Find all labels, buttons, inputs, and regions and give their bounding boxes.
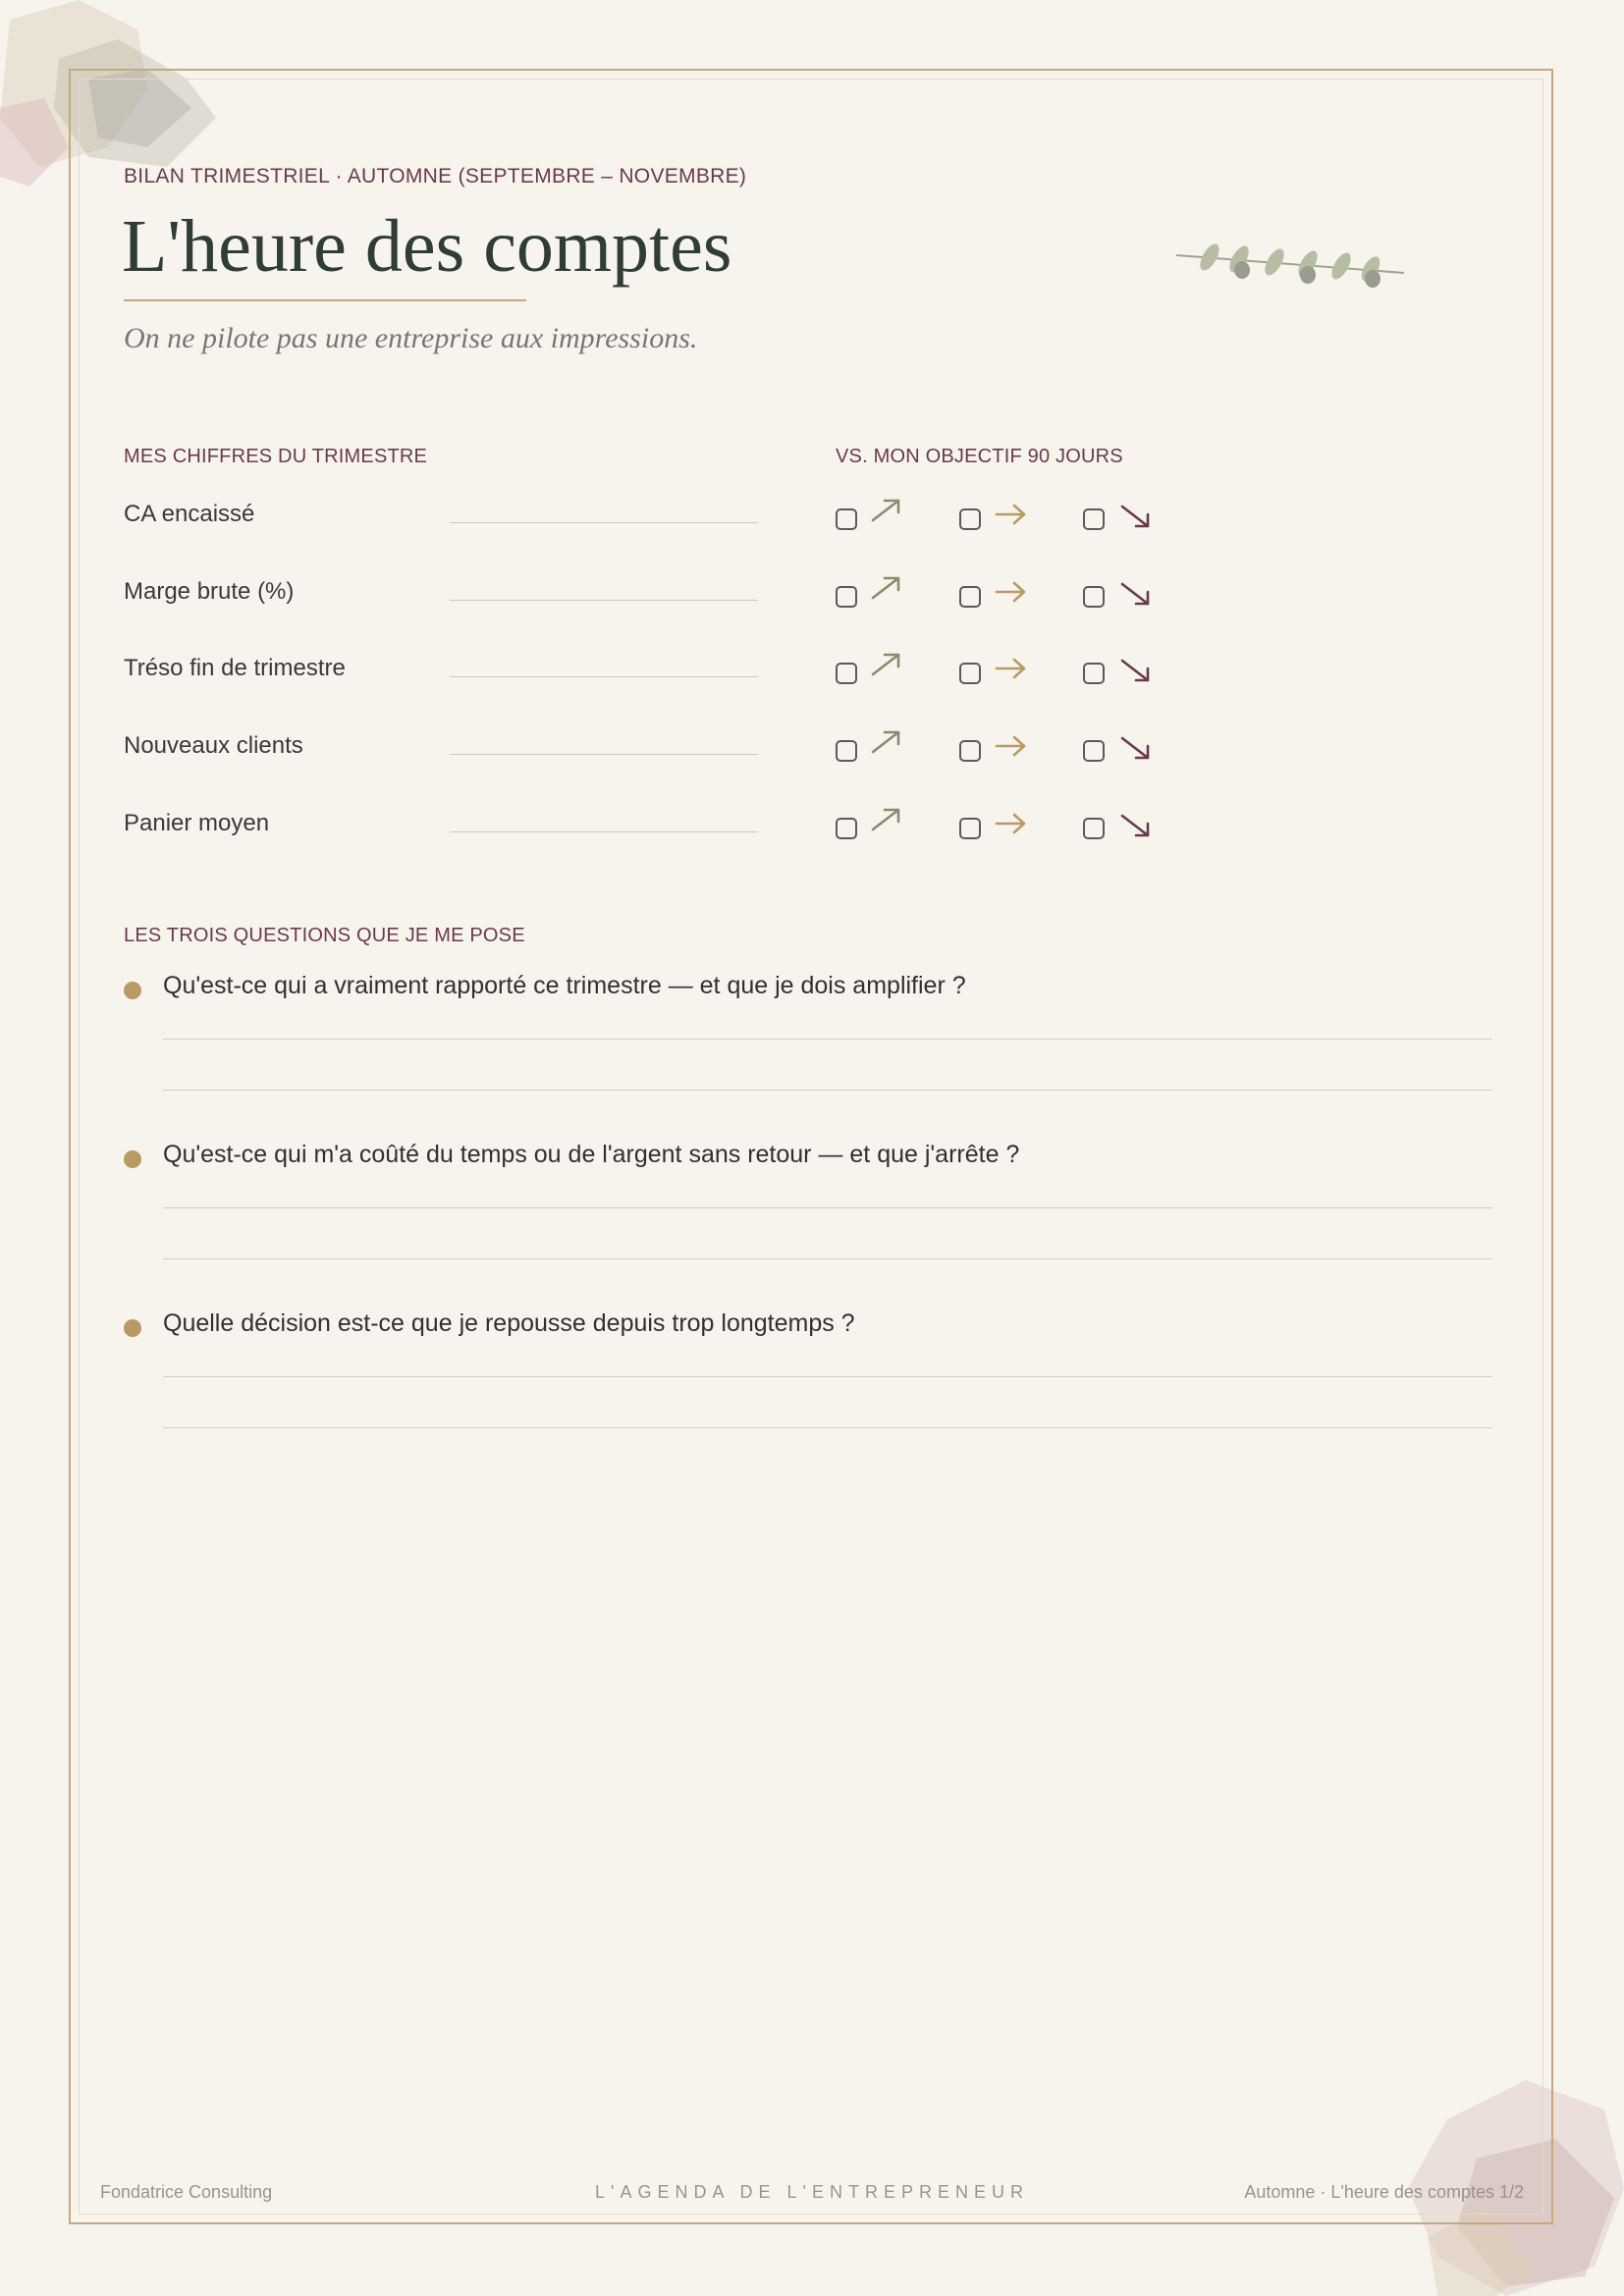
arrow-down-right-icon — [1116, 647, 1156, 690]
trend-checkbox[interactable] — [1083, 818, 1105, 839]
arrow-right-icon — [993, 647, 1032, 690]
trend-checkbox[interactable] — [836, 663, 857, 684]
arrow-up-right-icon — [869, 724, 908, 768]
metric-label: Panier moyen — [124, 810, 270, 836]
footer-brand: Fondatrice Consulting — [100, 2182, 273, 2202]
trend-option[interactable] — [959, 570, 1038, 619]
trend-option[interactable] — [1083, 570, 1162, 619]
metric-row — [124, 647, 1204, 696]
title-underline — [124, 299, 526, 301]
trend-checkbox[interactable] — [836, 586, 857, 608]
arrow-up-right-icon — [869, 802, 908, 845]
trend-option[interactable] — [1083, 493, 1162, 542]
metric-label: Nouveaux clients — [124, 732, 303, 759]
metric-value-field[interactable] — [450, 600, 758, 601]
trend-option[interactable] — [959, 647, 1038, 696]
bullet-dot-icon — [124, 982, 141, 999]
question-text: Qu'est-ce qui a vraiment rapporté ce trimestre — et que je dois amplifier ? — [163, 972, 966, 999]
arrow-up-right-icon — [869, 570, 908, 614]
metric-row — [124, 493, 1204, 542]
trend-option[interactable] — [836, 493, 914, 542]
trend-option[interactable] — [836, 802, 914, 851]
arrow-right-icon — [993, 570, 1032, 614]
answer-line[interactable] — [163, 1090, 1492, 1091]
trend-option[interactable] — [959, 724, 1038, 774]
metric-row — [124, 570, 1204, 619]
arrow-down-right-icon — [1116, 570, 1156, 614]
trend-checkbox[interactable] — [959, 586, 981, 608]
trend-option[interactable] — [1083, 647, 1162, 696]
trend-checkbox[interactable] — [836, 740, 857, 762]
trend-option[interactable] — [959, 493, 1038, 542]
page-title: L'heure des comptes — [122, 205, 732, 288]
trend-checkbox[interactable] — [1083, 663, 1105, 684]
trend-option[interactable] — [1083, 724, 1162, 774]
trend-option[interactable] — [836, 724, 914, 774]
metric-label: Marge brute (%) — [124, 578, 295, 605]
arrow-up-right-icon — [869, 647, 908, 690]
trend-checkbox[interactable] — [959, 740, 981, 762]
trend-checkbox[interactable] — [836, 508, 857, 530]
trend-checkbox[interactable] — [1083, 508, 1105, 530]
metric-value-field[interactable] — [450, 676, 758, 677]
trend-checkbox[interactable] — [959, 508, 981, 530]
question-text: Quelle décision est-ce que je repousse depuis trop longtemps ? — [163, 1309, 855, 1337]
metric-label: CA encaissé — [124, 501, 255, 527]
trend-checkbox[interactable] — [959, 663, 981, 684]
trend-checkbox[interactable] — [1083, 740, 1105, 762]
arrow-right-icon — [993, 724, 1032, 768]
trend-option[interactable] — [959, 802, 1038, 851]
metrics-section-label: MES CHIFFRES DU TRIMESTRE — [124, 446, 428, 467]
metric-value-field[interactable] — [450, 831, 758, 832]
arrow-right-icon — [993, 802, 1032, 845]
answer-line[interactable] — [163, 1039, 1492, 1040]
metric-label: Tréso fin de trimestre — [124, 655, 346, 681]
footer-page-info: Automne · L'heure des comptes 1/2 — [1244, 2182, 1524, 2202]
olive-branch-icon — [1168, 236, 1414, 294]
trend-checkbox[interactable] — [836, 818, 857, 839]
page-subtitle: On ne pilote pas une entreprise aux impressions. — [124, 322, 698, 354]
metric-row — [124, 802, 1204, 851]
answer-line[interactable] — [163, 1427, 1492, 1428]
metric-value-field[interactable] — [450, 522, 758, 523]
answer-line[interactable] — [163, 1258, 1492, 1259]
arrow-down-right-icon — [1116, 493, 1156, 536]
metric-value-field[interactable] — [450, 754, 758, 755]
bullet-dot-icon — [124, 1319, 141, 1337]
trend-option[interactable] — [836, 570, 914, 619]
trend-option[interactable] — [836, 647, 914, 696]
answer-line[interactable] — [163, 1207, 1492, 1208]
arrow-up-right-icon — [869, 493, 908, 536]
metric-row — [124, 724, 1204, 774]
question-text: Qu'est-ce qui m'a coûté du temps ou de l'argent sans retour — et que j'arrête ? — [163, 1141, 1020, 1168]
arrow-down-right-icon — [1116, 724, 1156, 768]
answer-line[interactable] — [163, 1376, 1492, 1377]
objective-section-label: VS. MON OBJECTIF 90 JOURS — [836, 446, 1123, 467]
bullet-dot-icon — [124, 1150, 141, 1168]
footer-collection: L'AGENDA DE L'ENTREPRENEUR — [595, 2182, 1029, 2202]
trend-checkbox[interactable] — [1083, 586, 1105, 608]
trend-checkbox[interactable] — [959, 818, 981, 839]
page-eyebrow: BILAN TRIMESTRIEL · AUTOMNE (SEPTEMBRE – NOVEMBRE) — [124, 165, 747, 187]
questions-section-label: LES TROIS QUESTIONS QUE JE ME POSE — [124, 925, 525, 946]
arrow-down-right-icon — [1116, 802, 1156, 845]
arrow-right-icon — [993, 493, 1032, 536]
trend-option[interactable] — [1083, 802, 1162, 851]
